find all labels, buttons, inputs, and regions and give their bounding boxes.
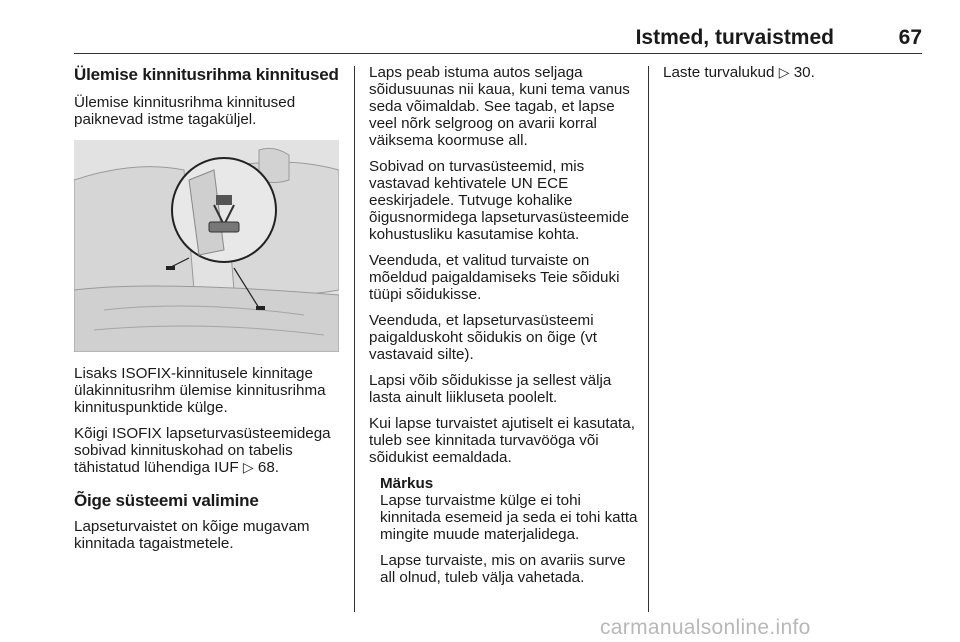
column-divider-1 bbox=[354, 66, 355, 612]
column-3 bbox=[663, 64, 923, 90]
note-title: Märkus bbox=[380, 475, 434, 492]
page-link-30[interactable]: 30. bbox=[793, 64, 815, 81]
column-divider-2 bbox=[648, 66, 649, 612]
paragraph-rear-seats: Lapseturvaistet on kõige mugavam kinnitada tagaistmetele. bbox=[74, 518, 310, 552]
paragraph-rear-facing: Laps peab istuma autos seljaga sõidusuunas nii kaua, kuni tema vanus seda võimaldab. See tagab, et lapse veel nõrk selgroog on avarii korral väiksema koormuse all. bbox=[369, 64, 630, 149]
header-rule bbox=[74, 53, 922, 54]
page-number: 67 bbox=[898, 26, 922, 49]
intro-paragraph: Ülemise kinnitusrihma kinnitused paiknevad istme tagaküljel. bbox=[74, 94, 296, 128]
column-2 bbox=[369, 64, 639, 595]
section-heading-choose-system: Õige süsteemi valimine bbox=[74, 491, 259, 510]
page-ref-arrow-icon: ▷ bbox=[778, 64, 790, 80]
note-box bbox=[369, 475, 639, 586]
page-header-title: Istmed, turvaistmed bbox=[635, 26, 834, 49]
paragraph-child-locks: Laste turvalukud ▷ 30. bbox=[663, 64, 815, 81]
paragraph-un-ece: Sobivad on turvasüsteemid, mis vastavad kehtivatele UN ECE eeskirjadele. Tutvuge kohalike õigusnormidega lapseturvasüsteemide kohustusliku kasutamise kohta. bbox=[369, 158, 630, 243]
paragraph-isofix: Lisaks ISOFIX-kinnitusele kinnitage ülakinnitusrihm ülemise kinnitusrihma kinnituspunktide külge. bbox=[74, 365, 326, 416]
note-paragraph-cover: Lapse turvaistme külge ei tohi kinnitada esemeid ja seda ei tohi katta mingite muude materjalidega. bbox=[380, 492, 638, 543]
paragraph-unused-seat: Kui lapse turvaistet ajutiselt ei kasutata, tuleb see kinnitada turvavööga või sõidukist eemaldada. bbox=[369, 415, 635, 466]
paragraph-install-location: Veenduda, et lapseturvasüsteemi paigalduskoht sõidukis on õige (vt vastavaid silte). bbox=[369, 312, 597, 363]
paragraph-iuf: Kõigi ISOFIX lapseturvasüsteemidega sobivad kinnituskohad on tabelis tähistatud lühendiga IUF ▷ 68. bbox=[74, 425, 331, 476]
watermark: carmanualsonline.info bbox=[600, 616, 811, 639]
column-1 bbox=[74, 64, 344, 561]
page-link-68[interactable]: 68. bbox=[257, 459, 280, 476]
seat-anchor-illustration bbox=[74, 140, 339, 352]
paragraph-vehicle-type: Veenduda, et valitud turvaiste on mõeldud paigaldamiseks Teie sõiduki tüüpi sõidukisse. bbox=[369, 252, 620, 303]
seat-anchor-drawing bbox=[74, 140, 339, 352]
page-ref-arrow-icon: ▷ bbox=[242, 459, 254, 475]
section-heading-top-tether: Ülemise kinnitusrihma kinnitused bbox=[74, 65, 339, 84]
paragraph-traffic-side: Lapsi võib sõidukisse ja sellest välja lasta ainult liikluseta poolelt. bbox=[369, 372, 612, 406]
note-paragraph-replace: Lapse turvaiste, mis on avariis surve all olnud, tuleb välja vahetada. bbox=[380, 552, 626, 586]
